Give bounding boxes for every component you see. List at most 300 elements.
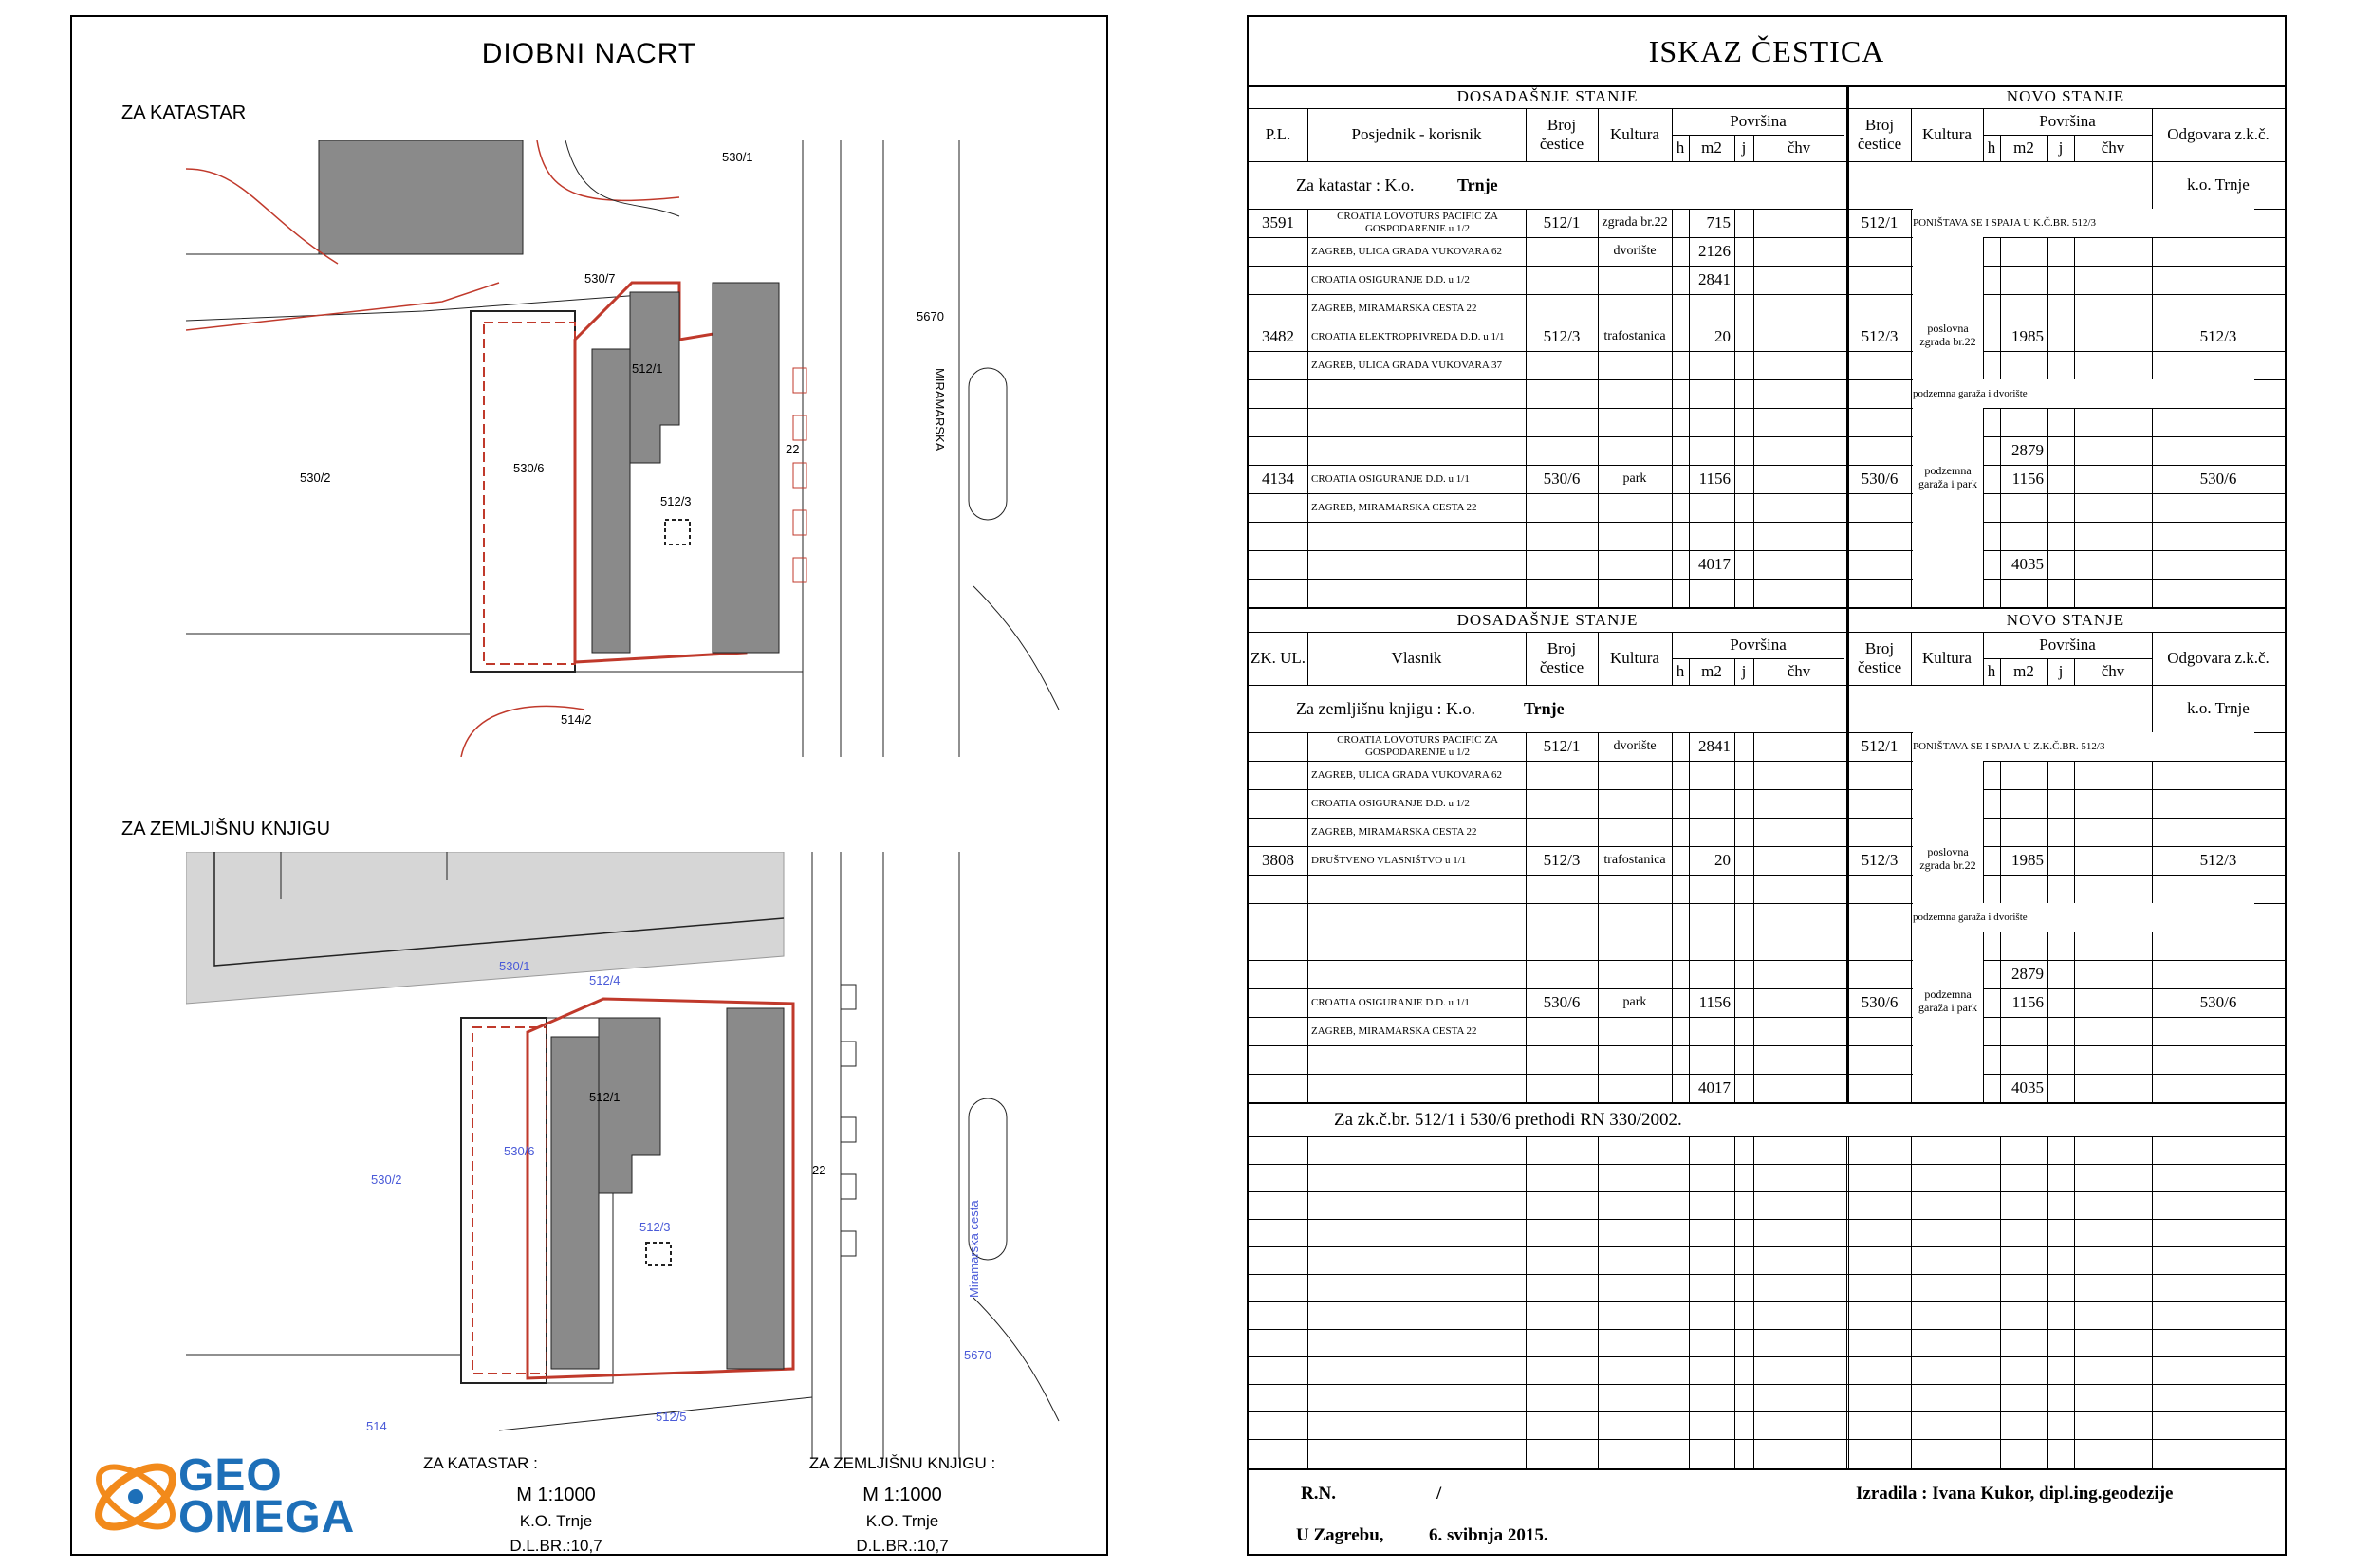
row-broj bbox=[1526, 237, 1598, 266]
row-kultura: dvorište bbox=[1613, 243, 1657, 258]
map1-label-22: 22 bbox=[786, 442, 800, 456]
row-broj bbox=[1526, 932, 1598, 960]
row-m2 bbox=[1689, 1045, 1731, 1074]
row-nm2: 4035 bbox=[2011, 555, 2044, 574]
col-header-odgovara: Odgovara z.k.č. bbox=[2167, 649, 2270, 668]
row-m2 bbox=[1689, 351, 1731, 379]
map2-label-512-5: 512/5 bbox=[656, 1410, 687, 1424]
row-nm2 bbox=[2000, 761, 2044, 789]
row-pl bbox=[1249, 237, 1307, 266]
stamp-katastar-heading: ZA KATASTAR : bbox=[423, 1454, 538, 1472]
grid-line bbox=[1753, 135, 1754, 161]
row-owner bbox=[1311, 960, 1524, 988]
row-pl bbox=[1249, 732, 1307, 761]
grid-line bbox=[1249, 1102, 2285, 1104]
row-odg bbox=[2152, 1074, 2285, 1102]
row-broj bbox=[1526, 294, 1598, 323]
grid-line bbox=[1526, 1136, 1527, 1468]
row-broj bbox=[1526, 1017, 1598, 1045]
grid-line bbox=[1672, 108, 1673, 161]
row-owner: CROATIA OSIGURANJE D.D. u 1/1 bbox=[1311, 996, 1470, 1008]
col-header-nm2: m2 bbox=[2013, 662, 2034, 681]
grid-line bbox=[1672, 135, 1844, 136]
grid-line bbox=[1846, 1136, 1847, 1468]
row-nbroj bbox=[1848, 1074, 1911, 1102]
grid-line bbox=[1753, 732, 1754, 1102]
row-owner bbox=[1311, 579, 1524, 607]
row-pl: 3808 bbox=[1262, 851, 1294, 870]
row-pl bbox=[1249, 789, 1307, 818]
grid-line bbox=[1689, 209, 1690, 607]
grid-line bbox=[1307, 632, 1308, 685]
row-m2 bbox=[1689, 1017, 1731, 1045]
grid-line bbox=[2074, 209, 2075, 607]
row-nbroj bbox=[1848, 408, 1911, 436]
row-broj bbox=[1526, 550, 1598, 579]
grid-line bbox=[2047, 135, 2048, 161]
row-nbroj: 512/3 bbox=[1861, 851, 1899, 870]
grid-line bbox=[1911, 632, 1912, 685]
row-owner: CROATIA ELEKTROPRIVREDA D.D. u 1/1 bbox=[1311, 330, 1505, 342]
stamp-zk-scale: M 1:1000 bbox=[862, 1485, 942, 1505]
row-broj bbox=[1526, 436, 1598, 465]
row-nkultura: poslovna zgrada br.22 bbox=[1913, 323, 1983, 377]
row-nbroj bbox=[1848, 932, 1911, 960]
row-nm2: 1985 bbox=[2011, 851, 2044, 870]
row-nkultura: poslovna zgrada br.22 bbox=[1913, 846, 1983, 900]
row-odg bbox=[2152, 960, 2285, 988]
row-broj bbox=[1526, 522, 1598, 550]
plan-title: DIOBNI NACRT bbox=[481, 38, 697, 69]
grid-line bbox=[1249, 1191, 2285, 1192]
stamp-katastar-dl: D.L.BR.:10,7 bbox=[510, 1537, 602, 1555]
grid-line bbox=[1911, 108, 1912, 161]
grid-line bbox=[1672, 632, 1673, 685]
grid-line bbox=[1689, 135, 1690, 161]
col-header-id: ZK. UL. bbox=[1250, 649, 1306, 668]
row-nkultura bbox=[1913, 408, 1983, 436]
row-nbroj: 530/6 bbox=[1861, 470, 1899, 489]
row-nkultura bbox=[1913, 493, 1983, 522]
grid-line bbox=[1598, 732, 1599, 1102]
grid-line bbox=[2152, 108, 2153, 607]
row-m2 bbox=[1689, 379, 1731, 408]
row-pl bbox=[1249, 932, 1307, 960]
row-broj bbox=[1526, 875, 1598, 903]
row-nbroj: 512/1 bbox=[1861, 737, 1899, 756]
grid-line bbox=[2152, 1136, 2153, 1468]
row-nm2: 4035 bbox=[2011, 1079, 2044, 1098]
row-nm2 bbox=[2000, 408, 2044, 436]
col-header-odgovara: Odgovara z.k.č. bbox=[2167, 125, 2270, 144]
col-header-npovrsina: Površina bbox=[2039, 636, 2096, 655]
row-kultura: trafostanica bbox=[1603, 328, 1666, 343]
row-kultura bbox=[1598, 1017, 1672, 1045]
map1-label-530-7: 530/7 bbox=[584, 271, 616, 286]
row-kultura bbox=[1598, 1045, 1672, 1074]
col-header-nm2: m2 bbox=[2013, 138, 2034, 157]
grid-line bbox=[1983, 632, 1984, 685]
old-state-header: DOSADAŠNJE STANJE bbox=[1456, 611, 1639, 630]
row-nm2 bbox=[2000, 522, 2044, 550]
row-pl bbox=[1249, 1074, 1307, 1102]
row-nkultura bbox=[1913, 1045, 1983, 1074]
col-header-nj: j bbox=[2058, 138, 2064, 157]
row-nkultura bbox=[1913, 932, 1983, 960]
row-pl: 3482 bbox=[1262, 327, 1294, 346]
map1-label-514-2: 514/2 bbox=[561, 712, 592, 727]
grid-line bbox=[1753, 209, 1754, 607]
row-m2: 2126 bbox=[1698, 242, 1731, 261]
row-owner bbox=[1311, 379, 1524, 408]
row-nbroj: 512/3 bbox=[1861, 327, 1899, 346]
row-nkultura bbox=[1913, 818, 1983, 846]
grid-line bbox=[2074, 135, 2075, 161]
grid-line bbox=[2047, 1136, 2048, 1468]
row-nbroj bbox=[1848, 493, 1911, 522]
col-header-j: j bbox=[1741, 138, 1747, 157]
grid-line bbox=[1672, 732, 1673, 1102]
row-nbroj: 512/1 bbox=[1861, 213, 1899, 232]
row-pl bbox=[1249, 436, 1307, 465]
table-footer bbox=[1249, 1468, 2285, 1559]
row-nbroj bbox=[1848, 903, 1911, 932]
grid-line bbox=[1249, 1274, 2285, 1275]
row-owner: ZAGREB, MIRAMARSKA CESTA 22 bbox=[1311, 501, 1477, 513]
row-broj: 530/6 bbox=[1543, 470, 1581, 489]
row-m2 bbox=[1689, 932, 1731, 960]
row-odg bbox=[2152, 932, 2285, 960]
row-m2 bbox=[1689, 579, 1731, 607]
grid-line bbox=[1734, 1136, 1735, 1468]
row-nkultura bbox=[1913, 436, 1983, 465]
col-header-id: P.L. bbox=[1265, 125, 1291, 144]
col-header-broj: Broj čestice bbox=[1539, 116, 1584, 153]
row-m2: 1156 bbox=[1698, 470, 1731, 489]
row-pl bbox=[1249, 522, 1307, 550]
row-kultura bbox=[1598, 550, 1672, 579]
row-kultura bbox=[1598, 818, 1672, 846]
row-kultura bbox=[1598, 875, 1672, 903]
row-nm2: 1985 bbox=[2011, 327, 2044, 346]
col-header-povrsina: Površina bbox=[1730, 636, 1787, 655]
grid-line bbox=[1734, 135, 1735, 161]
grid-line bbox=[1307, 1136, 1308, 1468]
row-m2 bbox=[1689, 522, 1731, 550]
col-header-owner: Posjednik - korisnik bbox=[1351, 125, 1482, 144]
row-nbroj bbox=[1848, 351, 1911, 379]
row-nkultura bbox=[1913, 960, 1983, 988]
row-owner: CROATIA LOVOTURS PACIFIC ZA GOSPODARENJE u 1/2 bbox=[1337, 734, 1498, 758]
row-odg bbox=[2152, 1017, 2285, 1045]
grid-line bbox=[1734, 658, 1735, 685]
row-kultura bbox=[1598, 294, 1672, 323]
intro-label: Za katastar : K.o. bbox=[1296, 175, 1415, 194]
row-broj bbox=[1526, 1045, 1598, 1074]
row-nbroj bbox=[1848, 550, 1911, 579]
row-nm2 bbox=[2000, 237, 2044, 266]
row-pl: 3591 bbox=[1262, 213, 1294, 232]
map1-label-miramarska: MIRAMARSKA bbox=[933, 368, 947, 452]
row-broj bbox=[1526, 379, 1598, 408]
col-header-m2: m2 bbox=[1701, 138, 1722, 157]
geo-omega-logo bbox=[83, 1449, 397, 1544]
row-m2: 20 bbox=[1714, 851, 1731, 870]
row-odg bbox=[2152, 789, 2285, 818]
grid-line bbox=[1753, 1136, 1754, 1468]
map2-label-5670: 5670 bbox=[964, 1348, 991, 1362]
grid-line bbox=[1848, 1136, 1849, 1468]
row-nm2 bbox=[2000, 294, 2044, 323]
row-m2: 20 bbox=[1714, 327, 1731, 346]
logo-text-geo: GEO bbox=[178, 1450, 283, 1501]
grid-line bbox=[2000, 209, 2001, 607]
row-nbroj bbox=[1848, 1045, 1911, 1074]
row-m2 bbox=[1689, 875, 1731, 903]
grid-line bbox=[1249, 1384, 2285, 1385]
row-pl bbox=[1249, 761, 1307, 789]
row-kultura bbox=[1598, 493, 1672, 522]
grid-line bbox=[1983, 209, 1984, 607]
col-header-kultura: Kultura bbox=[1610, 649, 1659, 668]
row-m2 bbox=[1689, 903, 1731, 932]
grid-line bbox=[1249, 1219, 2285, 1220]
row-nm2 bbox=[2000, 789, 2044, 818]
grid-line bbox=[1249, 1136, 2285, 1137]
footer-author: Izradila : Ivana Kukor, dipl.ing.geodezije bbox=[1856, 1484, 2174, 1503]
row-m2: 2841 bbox=[1698, 737, 1731, 756]
row-nm2: 2879 bbox=[2011, 965, 2044, 984]
row-kultura: park bbox=[1622, 994, 1647, 1009]
grid-line bbox=[1598, 632, 1599, 685]
row-nkultura bbox=[1913, 1017, 1983, 1045]
row-odg: 530/6 bbox=[2199, 470, 2237, 489]
row-broj bbox=[1526, 351, 1598, 379]
row-broj bbox=[1526, 818, 1598, 846]
row-odg: 512/3 bbox=[2199, 327, 2237, 346]
col-header-broj: Broj čestice bbox=[1539, 639, 1584, 676]
grid-line bbox=[1734, 209, 1735, 607]
row-kultura bbox=[1598, 379, 1672, 408]
row-nm2: 1156 bbox=[2011, 993, 2044, 1012]
row-pl bbox=[1249, 875, 1307, 903]
row-nkultura bbox=[1913, 579, 1983, 607]
row-broj bbox=[1526, 960, 1598, 988]
row-kultura bbox=[1598, 761, 1672, 789]
grid-line bbox=[1249, 1411, 2285, 1412]
row-nkultura bbox=[1913, 294, 1983, 323]
row-odg bbox=[2152, 351, 2285, 379]
row-nkultura: podzemna garaža i dvorište bbox=[1913, 379, 2254, 408]
building-530-1-shape bbox=[319, 140, 523, 254]
row-nkultura bbox=[1913, 550, 1983, 579]
row-odg bbox=[2152, 1045, 2285, 1074]
row-nm2 bbox=[2000, 579, 2044, 607]
row-odg bbox=[2152, 550, 2285, 579]
row-m2: 715 bbox=[1706, 213, 1731, 232]
diobni-nacrt-sheet bbox=[70, 15, 1108, 1556]
col-header-nh: h bbox=[1987, 138, 1996, 157]
row-owner: CROATIA LOVOTURS PACIFIC ZA GOSPODARENJE u 1/2 bbox=[1337, 211, 1498, 234]
row-m2 bbox=[1689, 761, 1731, 789]
new-state-header: NOVO STANJE bbox=[2006, 611, 2125, 630]
grid-line bbox=[1307, 108, 1308, 161]
stamp-katastar bbox=[395, 1454, 717, 1556]
col-header-j: j bbox=[1741, 662, 1747, 681]
col-header-nbroj: Broj čestice bbox=[1857, 639, 1902, 676]
map1-label-5670: 5670 bbox=[917, 309, 944, 323]
col-header-chv: čhv bbox=[1787, 138, 1811, 157]
row-kultura bbox=[1598, 408, 1672, 436]
row-broj bbox=[1526, 408, 1598, 436]
col-header-h: h bbox=[1676, 662, 1685, 681]
row-odg bbox=[2152, 436, 2285, 465]
row-odg bbox=[2152, 818, 2285, 846]
grid-line bbox=[1911, 732, 1912, 1102]
row-m2 bbox=[1689, 493, 1731, 522]
row-kultura: zgrada br.22 bbox=[1602, 214, 1668, 230]
grid-line bbox=[2000, 135, 2001, 161]
row-owner: CROATIA OSIGURANJE D.D. u 1/1 bbox=[1311, 472, 1470, 485]
row-odg bbox=[2152, 408, 2285, 436]
row-broj: 530/6 bbox=[1543, 993, 1581, 1012]
map2-label-514: 514 bbox=[366, 1419, 387, 1433]
new-state-header: NOVO STANJE bbox=[2006, 87, 2125, 106]
map2-label-530-1: 530/1 bbox=[499, 959, 530, 973]
stamp-katastar-scale: M 1:1000 bbox=[516, 1485, 596, 1505]
grid-line bbox=[1689, 1136, 1690, 1468]
map1-label-530-1: 530/1 bbox=[722, 150, 753, 164]
row-pl bbox=[1249, 493, 1307, 522]
map2-label-512-3: 512/3 bbox=[639, 1220, 671, 1234]
row-kultura: trafostanica bbox=[1603, 852, 1666, 867]
grid-line bbox=[1753, 658, 1754, 685]
map2-label-530-6: 530/6 bbox=[504, 1144, 535, 1158]
intro-ko: Trnje bbox=[1457, 175, 1498, 194]
footer-place: U Zagrebu, bbox=[1296, 1525, 1384, 1545]
row-nkultura: podzemna garaža i park bbox=[1913, 465, 1983, 519]
col-header-nkultura: Kultura bbox=[1922, 125, 1972, 144]
col-header-nbroj: Broj čestice bbox=[1857, 116, 1902, 153]
row-nkultura: PONIŠTAVA SE I SPAJA U K.Č.BR. 512/3 bbox=[1913, 209, 2254, 237]
row-owner: ZAGREB, MIRAMARSKA CESTA 22 bbox=[1311, 825, 1477, 838]
row-nkultura bbox=[1913, 761, 1983, 789]
map1-label-530-6: 530/6 bbox=[513, 461, 545, 475]
row-kultura bbox=[1598, 903, 1672, 932]
cadastral-map-zemljisna-knjiga bbox=[186, 852, 1068, 1459]
row-kultura: park bbox=[1622, 470, 1647, 486]
logo-text-omega: OMEGA bbox=[178, 1492, 356, 1542]
stamp-katastar-ko: K.O. Trnje bbox=[519, 1512, 593, 1530]
row-nkultura bbox=[1913, 351, 1983, 379]
map1-label-512-1: 512/1 bbox=[632, 361, 663, 376]
row-m2 bbox=[1689, 294, 1731, 323]
row-nbroj bbox=[1848, 237, 1911, 266]
row-odg bbox=[2152, 237, 2285, 266]
footer-rn-label: R.N. bbox=[1301, 1484, 1336, 1503]
intro-label: Za zemljišnu knjigu : K.o. bbox=[1296, 698, 1475, 718]
row-pl bbox=[1249, 266, 1307, 294]
row-owner: CROATIA OSIGURANJE D.D. u 1/2 bbox=[1311, 797, 1470, 809]
row-odg bbox=[2152, 761, 2285, 789]
grid-line bbox=[1983, 135, 2152, 136]
row-odg bbox=[2152, 266, 2285, 294]
footer-date: 6. svibnja 2015. bbox=[1429, 1525, 1548, 1545]
grid-line bbox=[1526, 732, 1527, 1102]
row-nkultura bbox=[1913, 522, 1983, 550]
stamp-zk-dl: D.L.BR.:10,7 bbox=[856, 1537, 949, 1555]
grid-line bbox=[1734, 732, 1735, 1102]
row-pl bbox=[1249, 1017, 1307, 1045]
section-katastar-label: ZA KATASTAR bbox=[121, 102, 247, 123]
row-broj bbox=[1526, 579, 1598, 607]
row-owner bbox=[1311, 522, 1524, 550]
col-header-m2: m2 bbox=[1701, 662, 1722, 681]
row-odg bbox=[2152, 579, 2285, 607]
row-nm2 bbox=[2000, 351, 2044, 379]
row-m2 bbox=[1689, 789, 1731, 818]
row-nm2 bbox=[2000, 266, 2044, 294]
row-m2 bbox=[1689, 436, 1731, 465]
row-kultura: dvorište bbox=[1613, 738, 1657, 753]
logo-orbit-icon bbox=[83, 1449, 188, 1544]
row-nm2 bbox=[2000, 493, 2044, 522]
col-header-chv: čhv bbox=[1787, 662, 1811, 681]
row-odg bbox=[2152, 522, 2285, 550]
row-pl bbox=[1249, 1045, 1307, 1074]
row-nm2 bbox=[2000, 818, 2044, 846]
row-nbroj bbox=[1848, 789, 1911, 818]
row-owner: ZAGREB, ULICA GRADA VUKOVARA 62 bbox=[1311, 768, 1502, 781]
row-owner: ZAGREB, MIRAMARSKA CESTA 22 bbox=[1311, 302, 1477, 314]
row-owner bbox=[1311, 932, 1524, 960]
row-owner bbox=[1311, 903, 1524, 932]
row-pl bbox=[1249, 408, 1307, 436]
grid-line bbox=[2152, 632, 2153, 1102]
grid-line bbox=[2047, 658, 2048, 685]
map2-label-22: 22 bbox=[812, 1163, 826, 1177]
grid-line bbox=[1672, 209, 1673, 607]
grid-line bbox=[1983, 108, 1984, 161]
row-m2: 2841 bbox=[1698, 270, 1731, 289]
row-nbroj bbox=[1848, 960, 1911, 988]
row-kultura bbox=[1598, 960, 1672, 988]
col-header-nkultura: Kultura bbox=[1922, 649, 1972, 668]
row-pl bbox=[1249, 960, 1307, 988]
row-nbroj bbox=[1848, 294, 1911, 323]
intro-ko-right: k.o. Trnje bbox=[2187, 699, 2250, 718]
row-nkultura: podzemna garaža i dvorište bbox=[1913, 903, 2254, 932]
row-nkultura bbox=[1913, 1074, 1983, 1102]
col-header-nchv: čhv bbox=[2101, 138, 2125, 157]
grid-line bbox=[1598, 108, 1599, 161]
grid-line bbox=[1598, 209, 1599, 607]
row-m2 bbox=[1689, 818, 1731, 846]
grid-line bbox=[1526, 632, 1527, 685]
grid-line bbox=[1911, 209, 1912, 607]
row-nbroj bbox=[1848, 266, 1911, 294]
row-broj: 512/3 bbox=[1543, 851, 1581, 870]
row-owner bbox=[1311, 408, 1524, 436]
row-kultura bbox=[1598, 351, 1672, 379]
col-header-nchv: čhv bbox=[2101, 662, 2125, 681]
map2-label-512-4: 512/4 bbox=[589, 973, 621, 987]
map1-label-530-2: 530/2 bbox=[300, 470, 331, 485]
iskaz-cestica-sheet bbox=[1247, 15, 2287, 1556]
grid-line bbox=[2000, 1136, 2001, 1468]
grid-line bbox=[1672, 658, 1844, 659]
footer-rn-slash: / bbox=[1436, 1484, 1442, 1503]
